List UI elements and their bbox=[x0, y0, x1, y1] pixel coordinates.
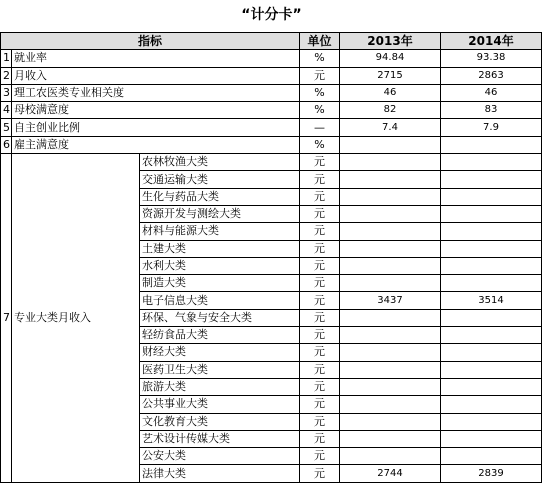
value-2013[interactable] bbox=[340, 430, 441, 447]
category-name[interactable]: 电子信息大类 bbox=[140, 292, 300, 309]
indicator-name[interactable]: 自主创业比例 bbox=[12, 119, 300, 136]
value-2014[interactable] bbox=[441, 136, 542, 153]
value-2014[interactable] bbox=[441, 448, 542, 465]
category-name[interactable]: 资源开发与测绘大类 bbox=[140, 205, 300, 222]
row-number[interactable]: 6 bbox=[1, 136, 12, 153]
value-2014[interactable] bbox=[441, 361, 542, 378]
unit-cell[interactable]: 元 bbox=[300, 396, 340, 413]
category-name[interactable]: 农林牧渔大类 bbox=[140, 154, 300, 171]
category-name[interactable]: 生化与药品大类 bbox=[140, 188, 300, 205]
value-2013[interactable] bbox=[340, 344, 441, 361]
unit-cell[interactable]: 元 bbox=[300, 430, 340, 447]
category-name[interactable]: 法律大类 bbox=[140, 465, 300, 482]
indicator-name[interactable]: 专业大类月收入 bbox=[12, 154, 140, 483]
unit-cell[interactable]: % bbox=[300, 84, 340, 101]
unit-cell[interactable]: 元 bbox=[300, 465, 340, 482]
indicator-name[interactable]: 就业率 bbox=[12, 50, 300, 67]
value-2013[interactable] bbox=[340, 171, 441, 188]
value-2013[interactable]: 3437 bbox=[340, 292, 441, 309]
category-name[interactable]: 材料与能源大类 bbox=[140, 223, 300, 240]
unit-cell[interactable]: 元 bbox=[300, 309, 340, 326]
indicator-name[interactable]: 雇主满意度 bbox=[12, 136, 300, 153]
unit-cell[interactable]: 元 bbox=[300, 67, 340, 84]
value-2014[interactable]: 46 bbox=[441, 84, 542, 101]
category-name[interactable]: 文化教育大类 bbox=[140, 413, 300, 430]
header-year-2014[interactable]: 2014年 bbox=[441, 33, 542, 50]
value-2014[interactable] bbox=[441, 154, 542, 171]
value-2014[interactable] bbox=[441, 188, 542, 205]
indicator-name[interactable]: 理工农医类专业相关度 bbox=[12, 84, 300, 101]
category-name[interactable]: 土建大类 bbox=[140, 240, 300, 257]
unit-cell[interactable]: % bbox=[300, 136, 340, 153]
category-name[interactable]: 水利大类 bbox=[140, 257, 300, 274]
page-title: “计分卡” bbox=[241, 7, 302, 23]
value-2014[interactable] bbox=[441, 171, 542, 188]
row-number[interactable]: 4 bbox=[1, 102, 12, 119]
table-row bbox=[1, 84, 542, 101]
table-body bbox=[1, 33, 542, 483]
table-row bbox=[1, 154, 542, 171]
value-2014[interactable] bbox=[441, 396, 542, 413]
category-name[interactable]: 公共事业大类 bbox=[140, 396, 300, 413]
value-2014[interactable]: 83 bbox=[441, 102, 542, 119]
value-2014[interactable]: 2863 bbox=[441, 67, 542, 84]
unit-cell[interactable]: 元 bbox=[300, 240, 340, 257]
value-2014[interactable] bbox=[441, 275, 542, 292]
value-2013[interactable] bbox=[340, 205, 441, 222]
table-row bbox=[1, 119, 542, 136]
category-name[interactable]: 交通运输大类 bbox=[140, 171, 300, 188]
table-row bbox=[1, 67, 542, 84]
value-2013[interactable] bbox=[340, 240, 441, 257]
value-2013[interactable] bbox=[340, 223, 441, 240]
value-2013[interactable] bbox=[340, 378, 441, 395]
category-name[interactable]: 旅游大类 bbox=[140, 378, 300, 395]
header-row bbox=[1, 33, 542, 50]
table-row bbox=[1, 136, 542, 153]
value-2014[interactable] bbox=[441, 240, 542, 257]
unit-cell[interactable]: 元 bbox=[300, 154, 340, 171]
value-2014[interactable] bbox=[441, 430, 542, 447]
row-number[interactable]: 5 bbox=[1, 119, 12, 136]
value-2013[interactable] bbox=[340, 136, 441, 153]
value-2013[interactable] bbox=[340, 361, 441, 378]
value-2014[interactable]: 2839 bbox=[441, 465, 542, 482]
value-2014[interactable] bbox=[441, 223, 542, 240]
unit-cell[interactable]: 元 bbox=[300, 275, 340, 292]
table-row bbox=[1, 102, 542, 119]
value-2013[interactable] bbox=[340, 188, 441, 205]
unit-cell[interactable]: % bbox=[300, 102, 340, 119]
value-2013[interactable]: 94.84 bbox=[340, 50, 441, 67]
category-name[interactable]: 环保、气象与安全大类 bbox=[140, 309, 300, 326]
value-2013[interactable] bbox=[340, 327, 441, 344]
header-indicator[interactable]: 指标 bbox=[1, 33, 300, 50]
value-2013[interactable]: 46 bbox=[340, 84, 441, 101]
value-2013[interactable]: 2715 bbox=[340, 67, 441, 84]
unit-cell[interactable]: 元 bbox=[300, 292, 340, 309]
category-name[interactable]: 公安大类 bbox=[140, 448, 300, 465]
value-2014[interactable] bbox=[441, 309, 542, 326]
category-name[interactable]: 艺术设计传媒大类 bbox=[140, 430, 300, 447]
scorecard-table bbox=[0, 32, 542, 483]
value-2013[interactable] bbox=[340, 257, 441, 274]
value-2014[interactable] bbox=[441, 344, 542, 361]
value-2013[interactable] bbox=[340, 413, 441, 430]
value-2013[interactable] bbox=[340, 309, 441, 326]
unit-cell[interactable]: 元 bbox=[300, 188, 340, 205]
unit-cell[interactable]: 元 bbox=[300, 378, 340, 395]
value-2013[interactable] bbox=[340, 154, 441, 171]
header-unit[interactable]: 单位 bbox=[300, 33, 340, 50]
unit-cell[interactable]: 元 bbox=[300, 344, 340, 361]
unit-cell[interactable]: 元 bbox=[300, 448, 340, 465]
unit-cell[interactable]: % bbox=[300, 50, 340, 67]
category-name[interactable]: 医药卫生大类 bbox=[140, 361, 300, 378]
indicator-name[interactable]: 月收入 bbox=[12, 67, 300, 84]
unit-cell[interactable]: — bbox=[300, 119, 340, 136]
unit-cell[interactable]: 元 bbox=[300, 223, 340, 240]
value-2013[interactable] bbox=[340, 275, 441, 292]
unit-cell[interactable]: 元 bbox=[300, 361, 340, 378]
value-2013[interactable] bbox=[340, 396, 441, 413]
header-year-2013[interactable]: 2013年 bbox=[340, 33, 441, 50]
value-2014[interactable] bbox=[441, 378, 542, 395]
category-name[interactable]: 轻纺食品大类 bbox=[140, 327, 300, 344]
unit-cell[interactable]: 元 bbox=[300, 257, 340, 274]
value-2014[interactable] bbox=[441, 257, 542, 274]
value-2014[interactable]: 93.38 bbox=[441, 50, 542, 67]
value-2013[interactable] bbox=[340, 448, 441, 465]
value-2014[interactable] bbox=[441, 413, 542, 430]
row-number[interactable]: 2 bbox=[1, 67, 12, 84]
value-2014[interactable] bbox=[441, 205, 542, 222]
value-2013[interactable]: 2744 bbox=[340, 465, 441, 482]
indicator-name[interactable]: 母校满意度 bbox=[12, 102, 300, 119]
value-2013[interactable]: 7.4 bbox=[340, 119, 441, 136]
value-2014[interactable]: 3514 bbox=[441, 292, 542, 309]
unit-cell[interactable]: 元 bbox=[300, 413, 340, 430]
value-2013[interactable]: 82 bbox=[340, 102, 441, 119]
row-number[interactable]: 1 bbox=[1, 50, 12, 67]
unit-cell[interactable]: 元 bbox=[300, 205, 340, 222]
category-name[interactable]: 财经大类 bbox=[140, 344, 300, 361]
row-number[interactable]: 7 bbox=[1, 154, 12, 483]
unit-cell[interactable]: 元 bbox=[300, 327, 340, 344]
value-2014[interactable] bbox=[441, 327, 542, 344]
category-name[interactable]: 制造大类 bbox=[140, 275, 300, 292]
row-number[interactable]: 3 bbox=[1, 84, 12, 101]
table-row bbox=[1, 50, 542, 67]
value-2014[interactable]: 7.9 bbox=[441, 119, 542, 136]
unit-cell[interactable]: 元 bbox=[300, 171, 340, 188]
